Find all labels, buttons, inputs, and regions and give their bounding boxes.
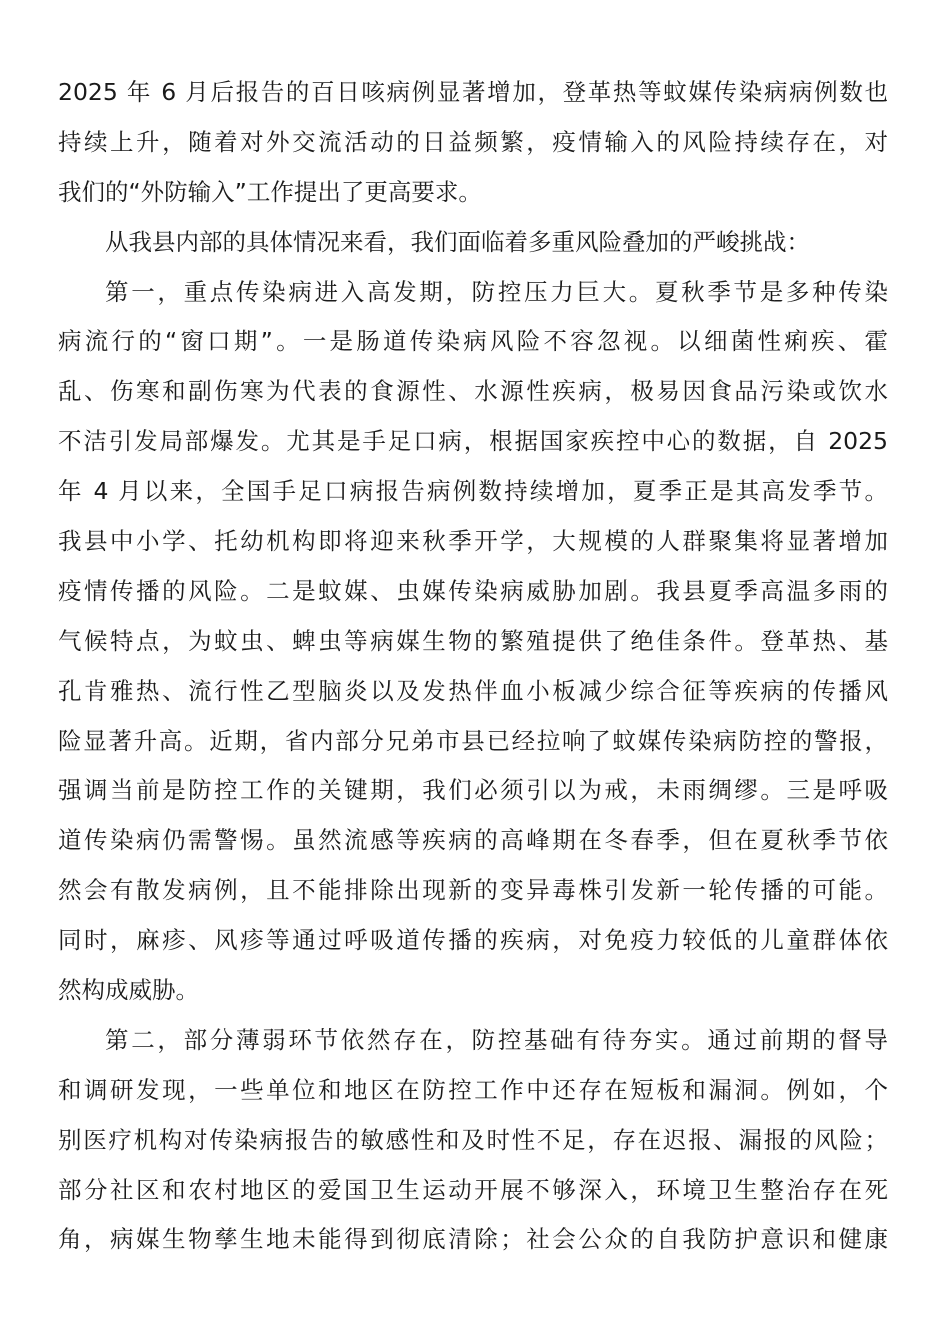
text-line: 道传染病仍需警惕。虽然流感等疾病的高峰期在冬春季，但在夏秋季节依 xyxy=(58,826,888,855)
text-line: 从我县内部的具体情况来看，我们面临着多重风险叠加的严峻挑战： xyxy=(105,227,810,256)
text-line: 别医疗机构对传染病报告的敏感性和及时性不足，存在迟报、漏报的风险； xyxy=(58,1125,888,1154)
text-line: 然构成威胁。 xyxy=(58,976,199,1005)
text-line: 年 4 月以来，全国手足口病报告病例数持续增加，夏季正是其高发季节。 xyxy=(58,477,888,506)
text-line: 险显著升高。近期，省内部分兄弟市县已经拉响了蚊媒传染病防控的警报， xyxy=(58,726,888,755)
text-line: 不洁引发局部爆发。尤其是手足口病，根据国家疾控中心的数据，自 2025 xyxy=(58,427,888,456)
text-line: 2025 年 6 月后报告的百日咳病例显著增加，登革热等蚊媒传染病病例数也 xyxy=(58,78,888,106)
text-line: 我县中小学、托幼机构即将迎来秋季开学，大规模的人群聚集将显著增加 xyxy=(58,527,888,556)
text-line: 强调当前是防控工作的关键期，我们必须引以为戒，未雨绸缪。三是呼吸 xyxy=(58,776,888,805)
text-line: 我们的“外防输入”工作提出了更高要求。 xyxy=(58,177,482,206)
text-line: 病流行的“窗口期”。一是肠道传染病风险不容忽视。以细菌性痢疾、霍 xyxy=(58,327,888,356)
text-line: 和调研发现，一些单位和地区在防控工作中还存在短板和漏洞。例如，个 xyxy=(58,1075,888,1104)
text-line: 气候特点，为蚊虫、蜱虫等病媒生物的繁殖提供了绝佳条件。登革热、基 xyxy=(58,626,888,655)
text-line: 同时，麻疹、风疹等通过呼吸道传播的疾病，对免疫力较低的儿童群体依 xyxy=(58,926,888,955)
text-line: 角，病媒生物孳生地未能得到彻底清除；社会公众的自我防护意识和健康 xyxy=(58,1225,888,1254)
text-line: 第二，部分薄弱环节依然存在，防控基础有待夯实。通过前期的督导 xyxy=(105,1025,888,1054)
text-line: 疫情传播的风险。二是蚊媒、虫媒传染病威胁加剧。我县夏季高温多雨的 xyxy=(58,576,888,605)
text-line: 然会有散发病例，且不能排除出现新的变异毒株引发新一轮传播的可能。 xyxy=(58,876,888,905)
text-line: 第一，重点传染病进入高发期，防控压力巨大。夏秋季节是多种传染 xyxy=(105,277,888,306)
text-line: 部分社区和农村地区的爱国卫生运动开展不够深入，环境卫生整治存在死 xyxy=(58,1175,888,1204)
text-line: 孔肯雅热、流行性乙型脑炎以及发热伴血小板减少综合征等疾病的传播风 xyxy=(58,676,888,705)
text-line: 持续上升，随着对外交流活动的日益频繁，疫情输入的风险持续存在，对 xyxy=(58,127,888,156)
text-line: 乱、伤寒和副伤寒为代表的食源性、水源性疾病，极易因食品污染或饮水 xyxy=(58,377,888,406)
body-text xyxy=(58,68,888,1265)
